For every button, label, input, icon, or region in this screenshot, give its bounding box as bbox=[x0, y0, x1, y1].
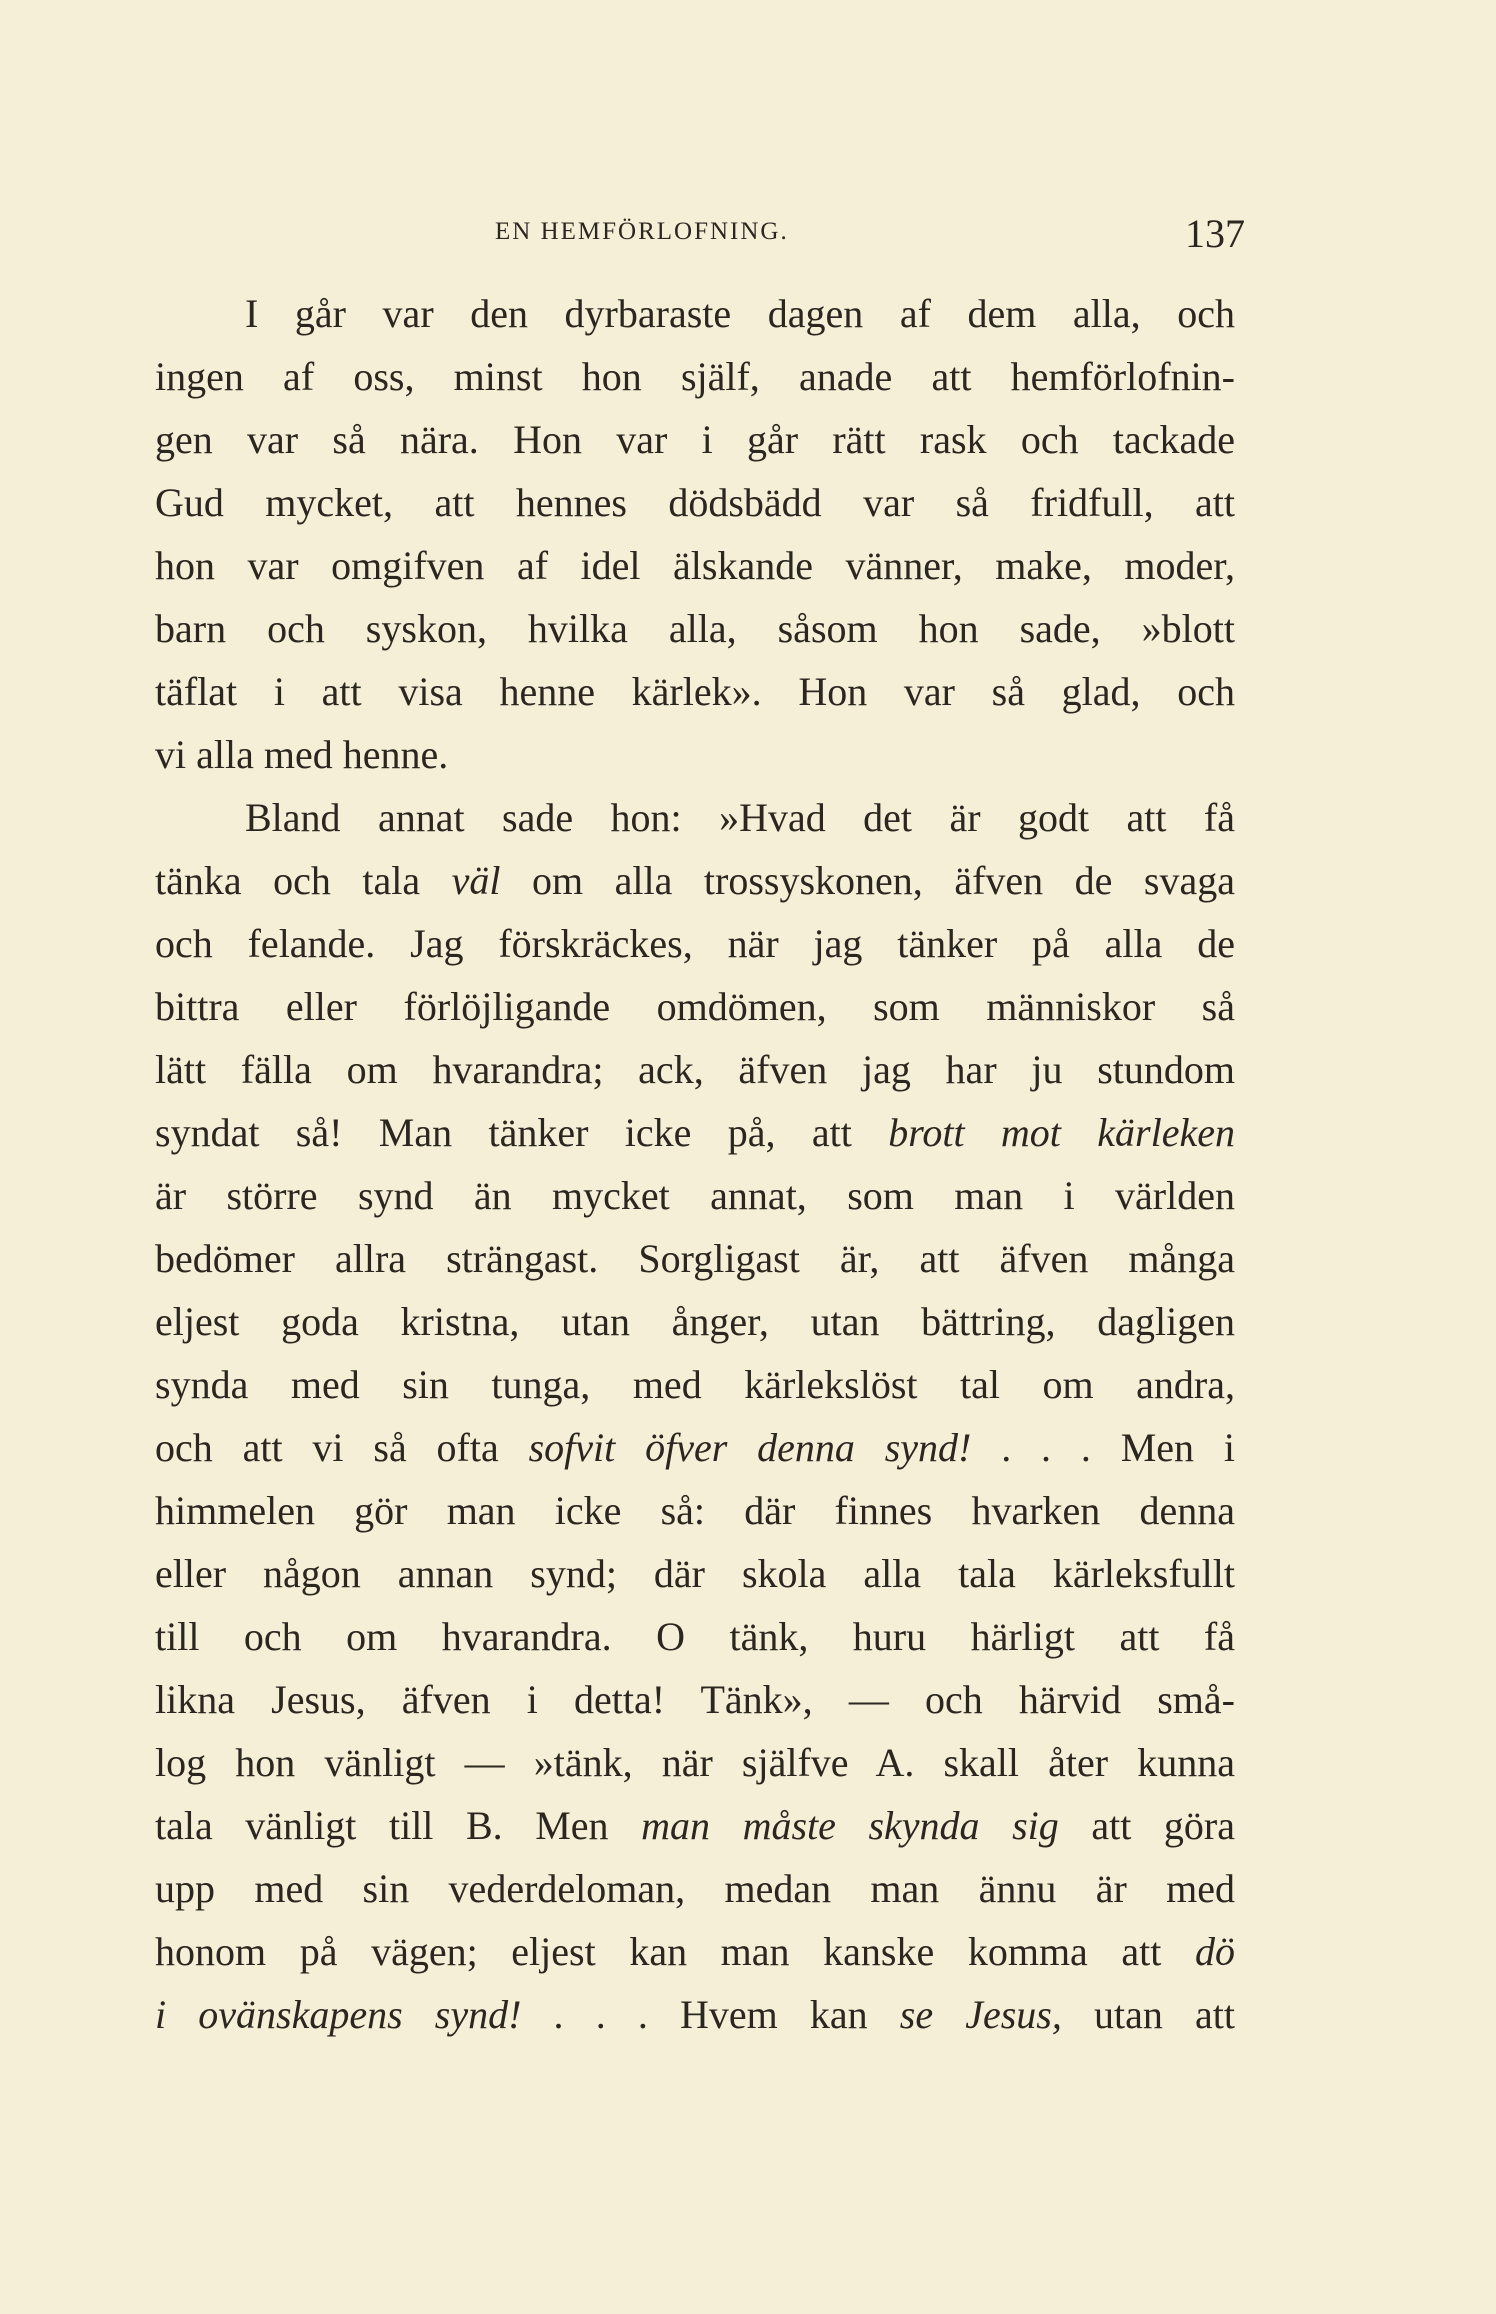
text-line bbox=[155, 1983, 1235, 2046]
text-line bbox=[155, 471, 1235, 534]
text-line bbox=[155, 597, 1235, 660]
text-segment: vi alla med henne. bbox=[155, 732, 449, 777]
text-segment: lätt fälla om hvarandra; ack, äfven jag har ju stundom bbox=[155, 1047, 1235, 1092]
body-text bbox=[155, 282, 1235, 2046]
text-line bbox=[155, 282, 1235, 345]
text-line bbox=[155, 660, 1235, 723]
text-line bbox=[155, 408, 1235, 471]
text-line bbox=[155, 1479, 1235, 1542]
text-line bbox=[155, 345, 1235, 408]
text-segment: är större synd än mycket annat, som man i världen bbox=[155, 1173, 1235, 1218]
text-line bbox=[155, 1290, 1235, 1353]
text-line bbox=[155, 534, 1235, 597]
text-segment: himmelen gör man icke så: där finnes hvarken denna bbox=[155, 1488, 1235, 1533]
italic-text: sofvit öfver denna synd! bbox=[528, 1425, 972, 1470]
text-line bbox=[155, 1038, 1235, 1101]
text-line bbox=[155, 849, 1235, 912]
text-segment: tala vänligt till B. Men bbox=[155, 1803, 642, 1848]
text-line bbox=[155, 786, 1235, 849]
text-segment: log hon vänligt — »tänk, när själfve A. skall åter kunna bbox=[155, 1740, 1235, 1785]
text-segment: utan att bbox=[1061, 1992, 1235, 2037]
text-segment: och att vi så ofta bbox=[155, 1425, 529, 1470]
text-segment: täflat i att visa henne kärlek». Hon var så glad, och bbox=[155, 669, 1235, 714]
text-line bbox=[155, 1605, 1235, 1668]
text-segment: likna Jesus, äfven i detta! Tänk», — och härvid små- bbox=[155, 1677, 1235, 1722]
text-segment: honom på vägen; eljest kan man kanske komma att bbox=[155, 1929, 1195, 1974]
text-line bbox=[155, 1416, 1235, 1479]
text-line bbox=[155, 1920, 1235, 1983]
text-line bbox=[155, 1731, 1235, 1794]
text-line bbox=[155, 975, 1235, 1038]
text-line bbox=[155, 1668, 1235, 1731]
text-line bbox=[155, 1227, 1235, 1290]
text-segment: barn och syskon, hvilka alla, såsom hon sade, »blott bbox=[155, 606, 1235, 651]
text-line bbox=[155, 1101, 1235, 1164]
text-segment: I går var den dyrbaraste dagen af dem alla, och bbox=[245, 291, 1235, 336]
text-line bbox=[155, 723, 1235, 786]
text-segment: ingen af oss, minst hon själf, anade att hemförlofnin- bbox=[155, 354, 1235, 399]
text-segment: till och om hvarandra. O tänk, huru härligt att få bbox=[155, 1614, 1235, 1659]
text-segment: synda med sin tunga, med kärlekslöst tal om andra, bbox=[155, 1362, 1235, 1407]
italic-text: brott mot kärleken bbox=[888, 1110, 1235, 1155]
italic-text: dö bbox=[1195, 1929, 1235, 1974]
text-segment: syndat så! Man tänker icke på, att bbox=[155, 1110, 889, 1155]
text-segment: eller någon annan synd; där skola alla tala kärleksfullt bbox=[155, 1551, 1235, 1596]
page-number: 137 bbox=[1185, 211, 1245, 256]
text-segment: gen var så nära. Hon var i går rätt rask och tackade bbox=[155, 417, 1235, 462]
text-segment: om alla trossyskonen, äfven de svaga bbox=[500, 858, 1236, 903]
text-segment: eljest goda kristna, utan ånger, utan bättring, dagligen bbox=[155, 1299, 1235, 1344]
text-line bbox=[155, 1857, 1235, 1920]
text-line bbox=[155, 1164, 1235, 1227]
text-segment: Bland annat sade hon: »Hvad det är godt att få bbox=[245, 795, 1235, 840]
running-title: EN HEMFÖRLOFNING. bbox=[495, 218, 789, 245]
text-line bbox=[155, 1542, 1235, 1605]
text-line bbox=[155, 1794, 1235, 1857]
text-segment: hon var omgifven af idel älskande vänner, make, moder, bbox=[155, 543, 1235, 588]
text-segment: . . . Hvem kan bbox=[521, 1992, 900, 2037]
italic-text: se Jesus, bbox=[899, 1992, 1062, 2037]
text-segment: bedömer allra strängast. Sorgligast är, att äfven många bbox=[155, 1236, 1235, 1281]
text-segment: Gud mycket, att hennes dödsbädd var så fridfull, att bbox=[155, 480, 1235, 525]
italic-text: väl bbox=[451, 858, 501, 903]
text-segment: att göra bbox=[1058, 1803, 1235, 1848]
text-segment: . . . Men i bbox=[971, 1425, 1236, 1470]
italic-text: i ovänskapens synd! bbox=[155, 1992, 522, 2037]
text-segment: och felande. Jag förskräckes, när jag tänker på alla de bbox=[155, 921, 1235, 966]
text-segment: upp med sin vederdeloman, medan man ännu är med bbox=[155, 1866, 1235, 1911]
italic-text: man måste skynda sig bbox=[641, 1803, 1059, 1848]
text-segment: bittra eller förlöjligande omdömen, som människor så bbox=[155, 984, 1235, 1029]
text-segment: tänka och tala bbox=[155, 858, 452, 903]
text-line bbox=[155, 1353, 1235, 1416]
text-line bbox=[155, 912, 1235, 975]
page-header bbox=[155, 210, 1245, 260]
